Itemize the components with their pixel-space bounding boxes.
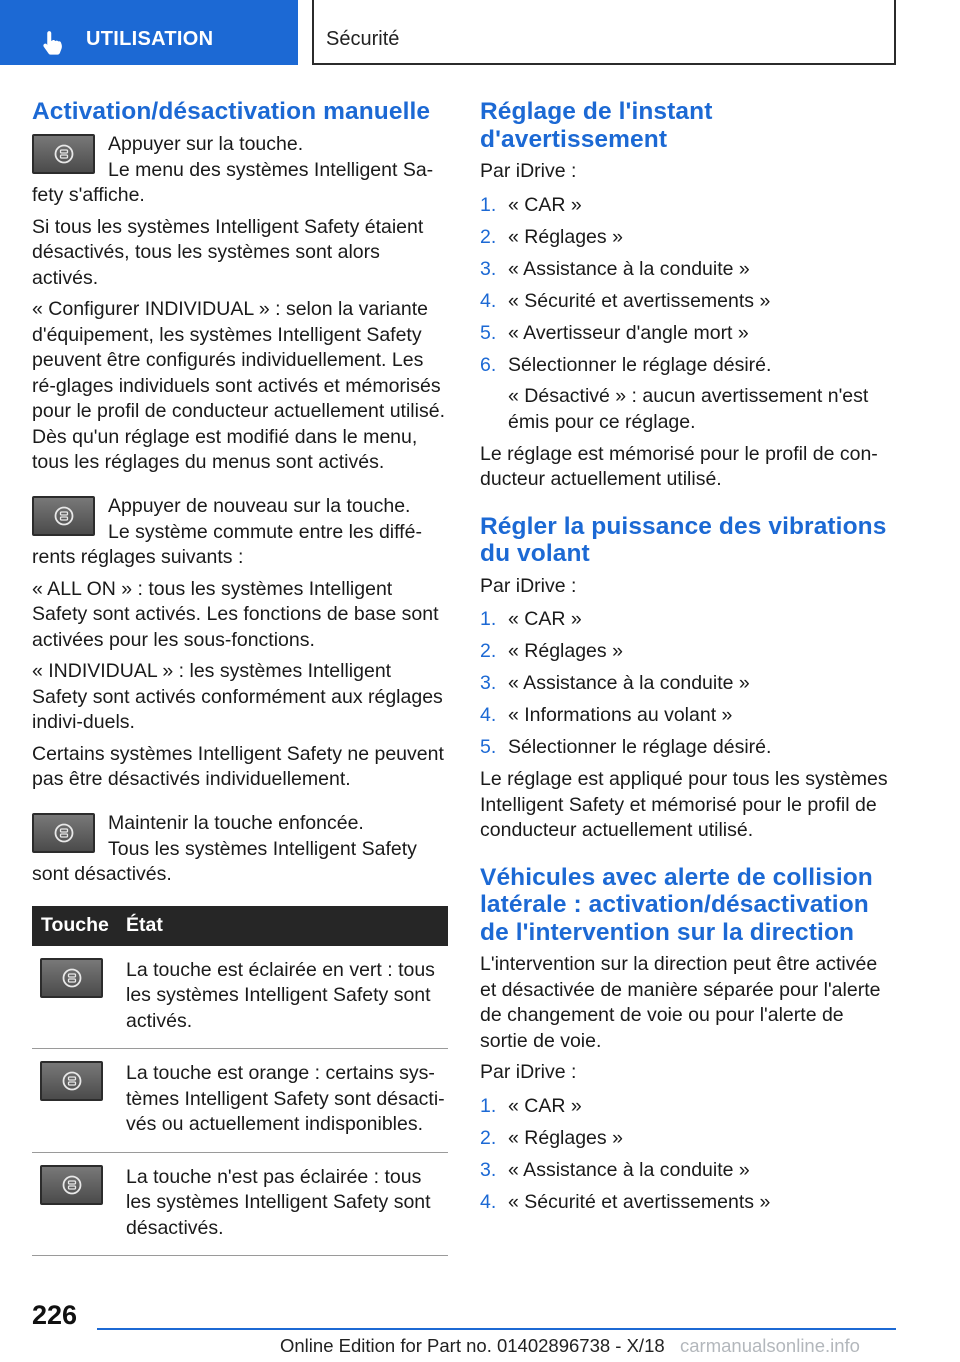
section-heading: Activation/désactivation manuelle [32, 98, 431, 125]
list-item: 4. « Informations au volant » [480, 704, 733, 726]
body-text: L'intervention sur la direction peut être activée et désactivée de manière séparée pour l'alerte de changement de voie ou pour l'alerte de sortie de voie. [480, 953, 881, 1052]
table-header: État [126, 906, 448, 946]
list-item: 4. « Sécurité et avertissements » [480, 1190, 771, 1213]
intelligent-safety-button-icon [32, 813, 95, 853]
body-text: Le menu des systèmes Intelligent Sa‐fety s'affiche. [32, 158, 434, 206]
intelligent-safety-button-icon [40, 1165, 103, 1205]
table-cell: La touche est orange : certains sys‐tèmes Intelligent Safety sont désacti‐vés ou actuellement indisponibles. [126, 1049, 448, 1153]
section-tab[interactable] [0, 0, 298, 65]
body-text: Le système commute entre les diffé‐rents réglages suivants : [32, 520, 422, 568]
list-item: 5. Sélectionner le réglage désiré. [480, 736, 772, 758]
list-item: 3. « Assistance à la conduite » [480, 257, 750, 280]
section-heading: Véhicules avec alerte de collision latérale : activation/désactivation de l'intervention sur la direction [480, 863, 873, 946]
list-item: 4. « Sécurité et avertissements » [480, 289, 771, 312]
body-text: Le réglage est mémorisé pour le profil de con‐ducteur actuellement utilisé. [480, 442, 878, 490]
body-text: Par iDrive : [480, 160, 577, 182]
instruction-text: Appuyer sur la touche. [108, 132, 304, 155]
table-cell: La touche est éclairée en vert : tous les systèmes Intelligent Safety sont activés. [126, 946, 448, 1049]
body-text: Par iDrive : [480, 574, 577, 597]
section-label: UTILISATION [86, 28, 214, 50]
instruction-text: Appuyer de nouveau sur la touche. [108, 494, 411, 517]
body-text: Tous les systèmes Intelligent Safety sont désactivés. [32, 837, 417, 885]
body-text: Par iDrive : [480, 1061, 577, 1083]
list-item: 1. « CAR » [480, 193, 582, 216]
body-text: Si tous les systèmes Intelligent Safety étaient désactivés, tous les systèmes sont alors activés. [32, 215, 424, 289]
footer-rule [97, 1328, 896, 1330]
list-item: 1. « CAR » [480, 1094, 582, 1117]
instruction-block [32, 494, 448, 538]
list-item: 3. « Assistance à la conduite » [480, 672, 750, 694]
intelligent-safety-button-icon [40, 1061, 103, 1101]
list-item: 6. Sélectionner le réglage désiré. « Désactivé » : aucun avertissement n'est émis pour ce réglage. [480, 353, 896, 436]
right-column [480, 98, 896, 1222]
section-heading: Régler la puissance des vibrations du volant [480, 512, 887, 567]
list-item: 3. « Assistance à la conduite » [480, 1158, 750, 1181]
watermark: carmanualsonline.info [680, 1335, 860, 1356]
list-item: 2. « Réglages » [480, 1126, 623, 1149]
list-item: 2. « Réglages » [480, 225, 623, 248]
button-state-table [32, 906, 448, 1257]
table-row [32, 1152, 448, 1256]
edition-text: Online Edition for Part no. 01402896738 - X/18 [280, 1335, 665, 1356]
step-list [480, 607, 896, 761]
body-text: « INDIVIDUAL » : les systèmes Intelligent Safety sont activés conformément aux réglages indivi‐duels. [32, 660, 443, 733]
chapter-header [312, 0, 896, 65]
page-number: 226 [32, 1300, 78, 1330]
step-list [480, 1094, 896, 1216]
intelligent-safety-button-icon [32, 496, 95, 536]
section-heading: Réglage de l'instant d'avertissement [480, 98, 713, 153]
body-text: « Configurer INDIVIDUAL » : selon la variante d'équipement, les systèmes Intelligent Safety peuvent être configurés individuellement. Les ré‐glages individuels sont activés et mémorisés pour le profil de conducteur actuellement utilisé. Dès qu'un réglage est modifié dans le menu, tous les réglages du menus sont activés. [32, 298, 445, 473]
intelligent-safety-button-icon [32, 134, 95, 174]
instruction-text: Maintenir la touche enfoncée. [108, 811, 364, 834]
table-header: Touche [32, 906, 126, 946]
hand-pointer-icon [38, 28, 68, 58]
body-text: « ALL ON » : tous les systèmes Intelligent Safety sont activés. Les fonctions de base sont activées pour les sous-fonctions. [32, 577, 439, 651]
body-text: Le réglage est appliqué pour tous les systèmes Intelligent Safety et mémorisé pour le profil de conducteur actuellement utilisé. [480, 768, 888, 841]
step-list [480, 193, 896, 436]
step-note: « Désactivé » : aucun avertissement n'est émis pour ce réglage. [508, 385, 869, 433]
list-item: 5. « Avertisseur d'angle mort » [480, 321, 749, 344]
table-row [32, 946, 448, 1049]
chapter-label: Sécurité [326, 28, 400, 50]
instruction-block [32, 811, 448, 855]
list-item: 2. « Réglages » [480, 640, 623, 662]
table-header-row [32, 906, 448, 946]
intelligent-safety-button-icon [40, 958, 103, 998]
body-text: Certains systèmes Intelligent Safety ne peuvent pas être désactivés individuellement. [32, 742, 444, 790]
table-cell: La touche n'est pas éclairée : tous les systèmes Intelligent Safety sont désactivés. [126, 1152, 448, 1256]
table-row [32, 1049, 448, 1153]
left-column [32, 98, 448, 1256]
list-item: 1. « CAR » [480, 608, 582, 630]
instruction-block [32, 132, 448, 176]
